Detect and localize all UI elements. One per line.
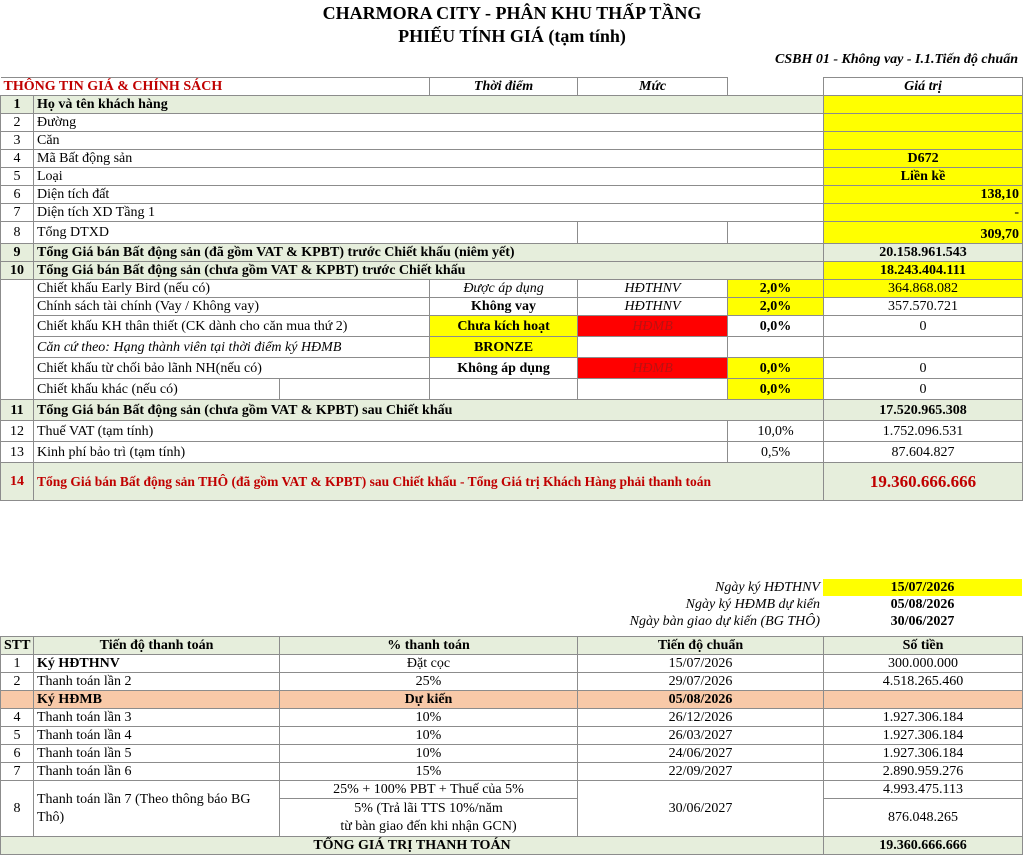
- table-row: 4 Thanh toán lần 3 10% 26/12/2026 1.927.306.184: [1, 709, 1023, 727]
- col-value-header: Giá trị: [824, 78, 1023, 96]
- table-row: 5 Loại Liền kề: [1, 168, 1023, 186]
- discount-row: Căn cứ theo: Hạng thành viên tại thời điểm ký HĐMB BRONZE: [1, 337, 1023, 358]
- floor1-area: -: [824, 204, 1023, 222]
- info-header-row: [1, 78, 1023, 96]
- table-row: 1 Ký HĐTHNV Đặt cọc 15/07/2026 300.000.000: [1, 655, 1023, 673]
- section-title: THÔNG TIN GIÁ & CHÍNH SÁCH: [1, 78, 430, 96]
- table-row: 7 Thanh toán lần 6 15% 22/09/2027 2.890.959.276: [1, 763, 1023, 781]
- table-row: 2 Thanh toán lần 2 25% 29/07/2026 4.518.265.460: [1, 673, 1023, 691]
- table-row: 6 Diện tích đất 138,10: [1, 186, 1023, 204]
- street-value[interactable]: [824, 114, 1023, 132]
- policy-label: CSBH 01 - Không vay - I.1.Tiến độ chuẩn: [775, 52, 1018, 67]
- table-row: 11 Tổng Giá bán Bất động sản (chưa gồm VAT & KPBT) sau Chiết khấu 17.520.965.308: [1, 400, 1023, 421]
- property-code[interactable]: D672: [824, 150, 1023, 168]
- early-bird-status: Được áp dụng: [430, 280, 578, 298]
- table-row: 3 Căn: [1, 132, 1023, 150]
- guarantee-status: Không áp dụng: [430, 358, 578, 379]
- grand-total-row: 14 Tổng Giá bán Bất động sản THÔ (đã gồm VAT & KPBT) sau Chiết khấu - Tổng Giá trị Khách Hàng phải thanh toán 19.360.666.666: [1, 463, 1023, 501]
- price-info-table: [0, 77, 1023, 501]
- discount-row: Chiết khấu khác (nếu có) 0,0% 0: [1, 379, 1023, 400]
- deposit-date[interactable]: 15/07/2026: [823, 579, 1022, 596]
- table-row: 10 Tổng Giá bán Bất động sản (chưa gồm VAT & KPBT) trước Chiết khấu 18.243.404.111: [1, 262, 1023, 280]
- schedule-header-row: STT Tiến độ thanh toán % thanh toán Tiến độ chuẩn Số tiền: [1, 637, 1023, 655]
- discount-row: Chiết khấu KH thân thiết (CK dành cho căn mua thứ 2) Chưa kích hoạt HĐMB 0,0% 0: [1, 316, 1023, 337]
- table-row: 9 Tổng Giá bán Bất động sản (đã gồm VAT & KPBT) trước Chiết khấu (niêm yết) 20.158.961.543: [1, 244, 1023, 262]
- table-row: Ký HĐMB Dự kiến 05/08/2026: [1, 691, 1023, 709]
- grand-total-value: 19.360.666.666: [824, 463, 1023, 501]
- discount-row: Chiết khấu từ chối bảo lãnh NH(nếu có) Không áp dụng HĐMB 0,0% 0: [1, 358, 1023, 379]
- col-time-header: Thời điểm: [430, 78, 578, 96]
- table-row: 12 Thuế VAT (tạm tính) 10,0% 1.752.096.531: [1, 421, 1023, 442]
- doc-subtitle: PHIẾU TÍNH GIÁ (tạm tính): [398, 26, 626, 46]
- membership-tier: BRONZE: [430, 337, 578, 358]
- schedule-total-amount: 19.360.666.666: [824, 837, 1023, 855]
- discount-row: Chiết khấu Early Bird (nếu có) Được áp dụng HĐTHNV 2,0% 364.868.082: [1, 280, 1023, 298]
- unit-value[interactable]: [824, 132, 1023, 150]
- discount-row: Chính sách tài chính (Vay / Không vay) Không vay HĐTHNV 2,0% 357.570.721: [1, 298, 1023, 316]
- listed-price: 20.158.961.543: [824, 244, 1023, 262]
- table-row: 5% (Trả lãi TTS 10%/năm từ bàn giao đến khi nhận GCN) 876.048.265: [1, 799, 1023, 837]
- table-row: 13 Kinh phí bảo trì (tạm tính) 0,5% 87.604.827: [1, 442, 1023, 463]
- customer-name-label: Họ và tên khách hàng: [34, 96, 824, 114]
- customer-name-value[interactable]: [824, 96, 1023, 114]
- table-row: 4 Mã Bất động sản D672: [1, 150, 1023, 168]
- loan-status: Không vay: [430, 298, 578, 316]
- price-after-discount: 17.520.965.308: [824, 400, 1023, 421]
- table-row: 2 Đường: [1, 114, 1023, 132]
- total-floor-area: 309,70: [824, 222, 1023, 244]
- land-area: 138,10: [824, 186, 1023, 204]
- property-type: Liền kề: [824, 168, 1023, 186]
- table-row: 1 Họ và tên khách hàng: [1, 96, 1023, 114]
- vat-value: 1.752.096.531: [824, 421, 1023, 442]
- schedule-total-row: TỔNG GIÁ TRỊ THANH TOÁN 19.360.666.666: [1, 837, 1023, 855]
- key-dates: Ngày ký HĐTHNV 15/07/2026 Ngày ký HĐMB dự kiến 05/08/2026 Ngày bàn giao dự kiến (BG THÔ) 30/06/2027: [560, 579, 1022, 630]
- payment-schedule-table: [0, 636, 1023, 855]
- handover-date: 30/06/2027: [890, 614, 955, 629]
- table-row: 8 Tổng DTXD 309,70: [1, 222, 1023, 244]
- col-rate-header: Mức: [578, 78, 728, 96]
- doc-title: CHARMORA CITY - PHÂN KHU THẤP TẦNG: [322, 3, 702, 23]
- table-row: 8 Thanh toán lần 7 (Theo thông báo BG Thô) 25% + 100% PBT + Thuế của 5% 30/06/2027 4.993.475.113: [1, 781, 1023, 799]
- maintenance-fee: 87.604.827: [824, 442, 1023, 463]
- table-row: 7 Diện tích XD Tầng 1 -: [1, 204, 1023, 222]
- table-row: 6 Thanh toán lần 5 10% 24/06/2027 1.927.306.184: [1, 745, 1023, 763]
- loyal-status: Chưa kích hoạt: [430, 316, 578, 337]
- price-before-discount: 18.243.404.111: [824, 262, 1023, 280]
- contract-date: 05/08/2026: [890, 597, 955, 612]
- table-row: 5 Thanh toán lần 4 10% 26/03/2027 1.927.306.184: [1, 727, 1023, 745]
